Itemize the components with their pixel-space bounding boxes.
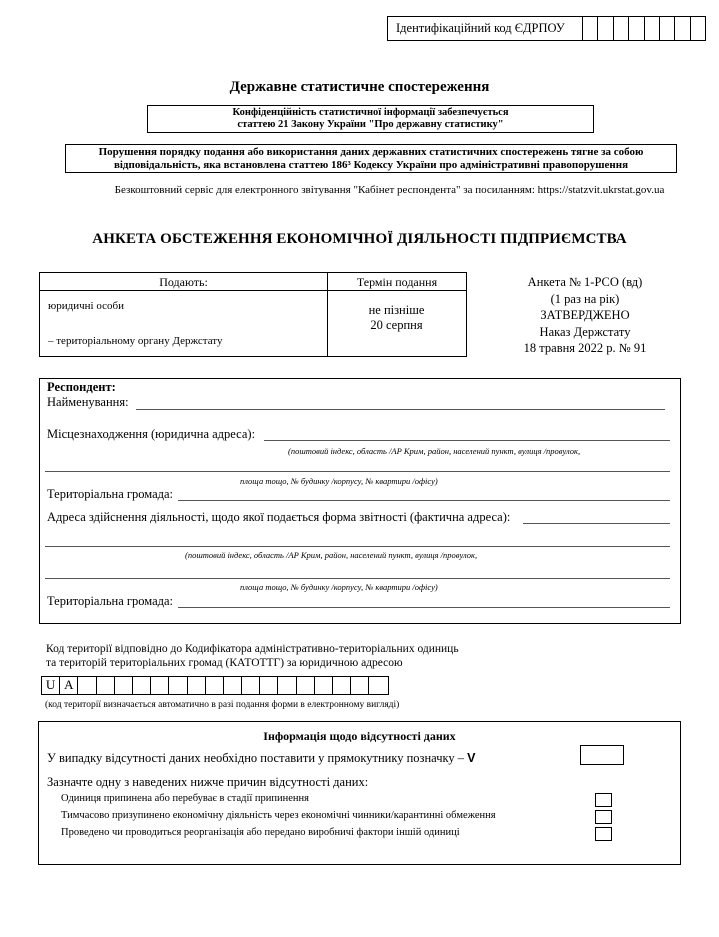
katottg-cell[interactable] <box>260 677 278 694</box>
confidentiality-line-1: Конфіденційність статистичної інформації забезпечується <box>232 107 509 118</box>
form-frequency: (1 раз на рік) <box>550 291 620 306</box>
penalty-line-2: відповідальність, яка встановлена статтею 186³ Кодексу України про адміністративні правопорушення <box>113 159 629 171</box>
online-service-note: Безкоштовний сервіс для електронного звітування "Кабінет респондента" за посиланням: https://statzvit.ukrstat.gov.ua <box>114 184 665 196</box>
actual-address-hint-1: (поштовий індекс, область /АР Крим, район, населений пункт, вулиця /провулок, <box>185 550 478 560</box>
submitters-header: Подають: <box>40 273 327 291</box>
katottg-cell[interactable] <box>115 677 133 694</box>
deadline-line-1: не пізніше <box>368 303 425 317</box>
approved-label: ЗАТВЕРДЖЕНО <box>540 308 630 322</box>
katottg-code-field <box>41 676 389 695</box>
katottg-cell[interactable] <box>188 677 206 694</box>
reason-label: Проведено чи проводиться реорганізація або передано виробничі фактори іншій одиниці <box>61 827 460 838</box>
submitters-value: юридичні особи <box>48 300 124 312</box>
actual-address-input[interactable] <box>523 523 670 524</box>
deadline-line-2: 20 серпня <box>370 318 423 332</box>
katottg-cell[interactable] <box>97 677 115 694</box>
reason-label: Тимчасово призупинено економічну діяльність через економічні чинники/карантинні обмеження <box>61 810 496 821</box>
confidentiality-line-2: статтею 21 Закону України "Про державну статистику" <box>237 119 504 130</box>
katottg-note: (код території визначається автоматично в разі подання форми в електронному вигляді) <box>45 700 400 710</box>
katottg-cell[interactable] <box>133 677 151 694</box>
check-mark-symbol: V <box>467 751 476 765</box>
edrpou-digit-cell[interactable] <box>614 17 629 40</box>
reasons-label: Зазначте одну з наведених нижче причин відсутності даних: <box>47 775 369 789</box>
legal-address-hint-2: площа тощо, № будинку /корпусу, № квартири /офісу) <box>240 476 438 486</box>
reason-label: Одиниця припинена або перебуває в стадії припинення <box>61 793 309 804</box>
edrpou-digit-cell[interactable] <box>675 17 690 40</box>
absence-instruction <box>47 751 476 766</box>
data-absence-section <box>38 721 681 865</box>
form-number: Анкета № 1-РСО (вд) <box>527 275 643 289</box>
name-label: Найменування: <box>47 395 129 409</box>
katottg-cell[interactable] <box>242 677 260 694</box>
edrpou-label: Ідентифікаційний код ЄДРПОУ <box>388 17 583 40</box>
community-2-input[interactable] <box>178 607 670 608</box>
katottg-cell[interactable] <box>333 677 351 694</box>
edrpou-code-field <box>387 16 706 41</box>
actual-address-input-line-3[interactable] <box>45 578 670 579</box>
observation-title: Державне статистичне спостереження <box>229 79 490 95</box>
penalty-notice <box>65 144 677 173</box>
legal-address-input[interactable] <box>264 440 670 441</box>
form-title: АНКЕТА ОБСТЕЖЕННЯ ЕКОНОМІЧНОЇ ДІЯЛЬНОСТІ ПІДПРИЄМСТВА <box>92 231 627 247</box>
absence-instruction-text: У випадку відсутності даних необхідно поставити у прямокутнику позначку – <box>47 751 468 765</box>
katottg-cell[interactable] <box>78 677 96 694</box>
recipient-value: – територіальному органу Держстату <box>48 335 223 347</box>
katottg-cell: A <box>60 677 78 694</box>
katottg-cell[interactable] <box>206 677 224 694</box>
approval-block <box>490 274 680 357</box>
absence-title: Інформація щодо відсутності даних <box>263 729 456 743</box>
name-input[interactable] <box>136 409 665 410</box>
katottg-cell[interactable] <box>278 677 296 694</box>
submission-table <box>39 272 467 357</box>
no-data-checkbox[interactable] <box>580 745 624 765</box>
reason-checkbox-suspended[interactable] <box>595 810 612 824</box>
reason-checkbox-reorganized[interactable] <box>595 827 612 841</box>
legal-address-input-line-2[interactable] <box>45 471 670 472</box>
katottg-cell[interactable] <box>224 677 242 694</box>
approval-order: Наказ Держстату <box>539 324 631 339</box>
katottg-cell: U <box>42 677 60 694</box>
edrpou-digit-cell[interactable] <box>645 17 660 40</box>
edrpou-digit-cell[interactable] <box>629 17 644 40</box>
actual-address-hint-2: площа тощо, № будинку /корпусу, № квартири /офісу) <box>240 582 438 592</box>
penalty-line-1: Порушення порядку подання або використання даних державних статистичних спостережень тягне за собою <box>98 146 644 158</box>
edrpou-digit-cell[interactable] <box>660 17 675 40</box>
katottg-label-line-1: Код території відповідно до Кодифікатора адміністративно-територіальних одиниць <box>46 643 459 655</box>
approval-order-date: 18 травня 2022 р. № 91 <box>523 341 647 355</box>
katottg-cell[interactable] <box>369 677 387 694</box>
actual-address-label: Адреса здійснення діяльності, щодо якої подається форма звітності (фактична адреса): <box>47 510 511 524</box>
katottg-cell[interactable] <box>169 677 187 694</box>
respondent-section <box>39 378 681 624</box>
deadline-value <box>327 303 466 333</box>
respondent-heading: Респондент: <box>47 380 116 394</box>
community-input[interactable] <box>178 500 670 501</box>
katottg-cell[interactable] <box>315 677 333 694</box>
katottg-cell[interactable] <box>297 677 315 694</box>
katottg-label <box>46 642 459 670</box>
katottg-cell[interactable] <box>351 677 369 694</box>
katottg-cell[interactable] <box>151 677 169 694</box>
katottg-label-line-2: та територій територіальних громад (КАТОТТГ) за юридичною адресою <box>46 657 403 669</box>
reason-checkbox-terminated[interactable] <box>595 793 612 807</box>
actual-address-input-line-2[interactable] <box>45 546 670 547</box>
edrpou-digit-cell[interactable] <box>691 17 705 40</box>
confidentiality-notice <box>147 105 594 133</box>
edrpou-digit-cell[interactable] <box>583 17 598 40</box>
community-label: Територіальна громада: <box>47 487 174 501</box>
deadline-header: Термін подання <box>327 273 466 291</box>
edrpou-digit-cell[interactable] <box>598 17 613 40</box>
legal-address-label: Місцезнаходження (юридична адреса): <box>47 427 256 441</box>
legal-address-hint-1: (поштовий індекс, область /АР Крим, район, населений пункт, вулиця /провулок, <box>288 446 581 456</box>
community-2-label: Територіальна громада: <box>47 594 174 608</box>
